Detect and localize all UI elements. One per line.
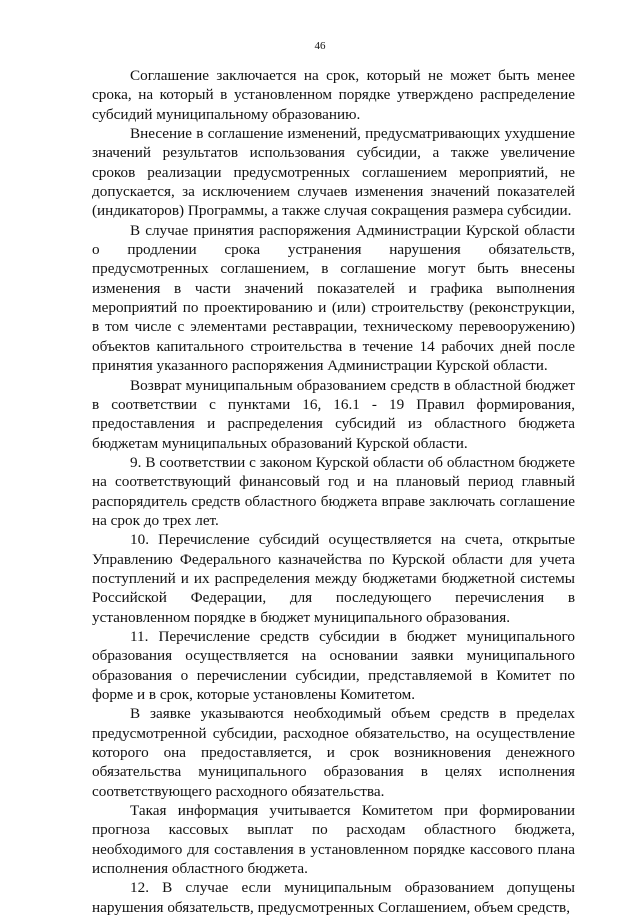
paragraph-cash-forecast: Такая информация учитывается Комитетом при формировании прогноза кассовых выплат по расходам областного бюджета, необходимого для составления в установленном порядке кассового плана исполнения областного бюджета. [92,802,575,878]
paragraph-application-contents: В заявке указываются необходимый объем средств в пределах предусмотренной субсидии, расходное обязательство, на осуществление которого она предоставляется, и срок возникновения денежного обязательства муниципального образования в целях исполнения соответствующего расходного обязательства. [92,705,575,800]
page-number: 46 [314,40,326,52]
paragraph-agreement-changes: Внесение в соглашение изменений, предусматривающих ухудшение значений результатов использования субсидии, а также увеличение сроков реализации предусмотренных соглашением мероприятий, не допускается, за исключением случаев изменения значений показателей (индикаторов) Программы, а также случая сокращения размера субсидии. [92,125,575,220]
paragraph-agreement-term: Соглашение заключается на срок, который не может быть менее срока, на который в установленном порядке утверждено распределение субсидий муниципальному образованию. [92,67,575,123]
paragraph-clause-10: 10. Перечисление субсидий осуществляется на счета, открытые Управлению Федерального казначейства по Курской области для учета поступлений и их распределения между бюджетами бюджетной системы Российской Федерации, для последующего перечисления в установленном порядке в бюджет муниципального образования. [92,531,575,626]
paragraph-funds-return: Возврат муниципальным образованием средств в областной бюджет в соответствии с пунктами 16, 16.1 - 19 Правил формирования, предоставления и распределения субсидий из областного бюджета бюджетам муниципальных образований Курской области. [92,376,575,452]
paragraph-clause-11: 11. Перечисление средств субсидии в бюджет муниципального образования осуществляется на основании заявки муниципального образования о перечислении субсидии, представляемой в Комитет по форме и в срок, которые установлены Комитетом. [92,627,575,703]
paragraph-clause-12: 12. В случае если муниципальным образованием допущены нарушения обязательств, предусмотренных Соглашением, объем средств, [92,879,575,916]
body-text [92,66,575,917]
paragraph-deadline-extension: В случае принятия распоряжения Администрации Курской области о продлении срока устранения нарушения обязательств, предусмотренных соглашением, в соглашение могут быть внесены изменения в части значений показателей и графика выполнения мероприятий по проектированию и (или) строительству (реконструкции, в том числе с элементами реставрации, техническому перевооружению) объектов капитального строительства в течение 14 рабочих дней после принятия указанного распоряжения Администрации Курской области. [92,221,575,375]
paragraph-clause-9: 9. В соответствии с законом Курской области об областном бюджете на соответствующий финансовый год и на плановый период главный распорядитель средств областного бюджета вправе заключать соглашение на срок до трех лет. [92,453,575,529]
